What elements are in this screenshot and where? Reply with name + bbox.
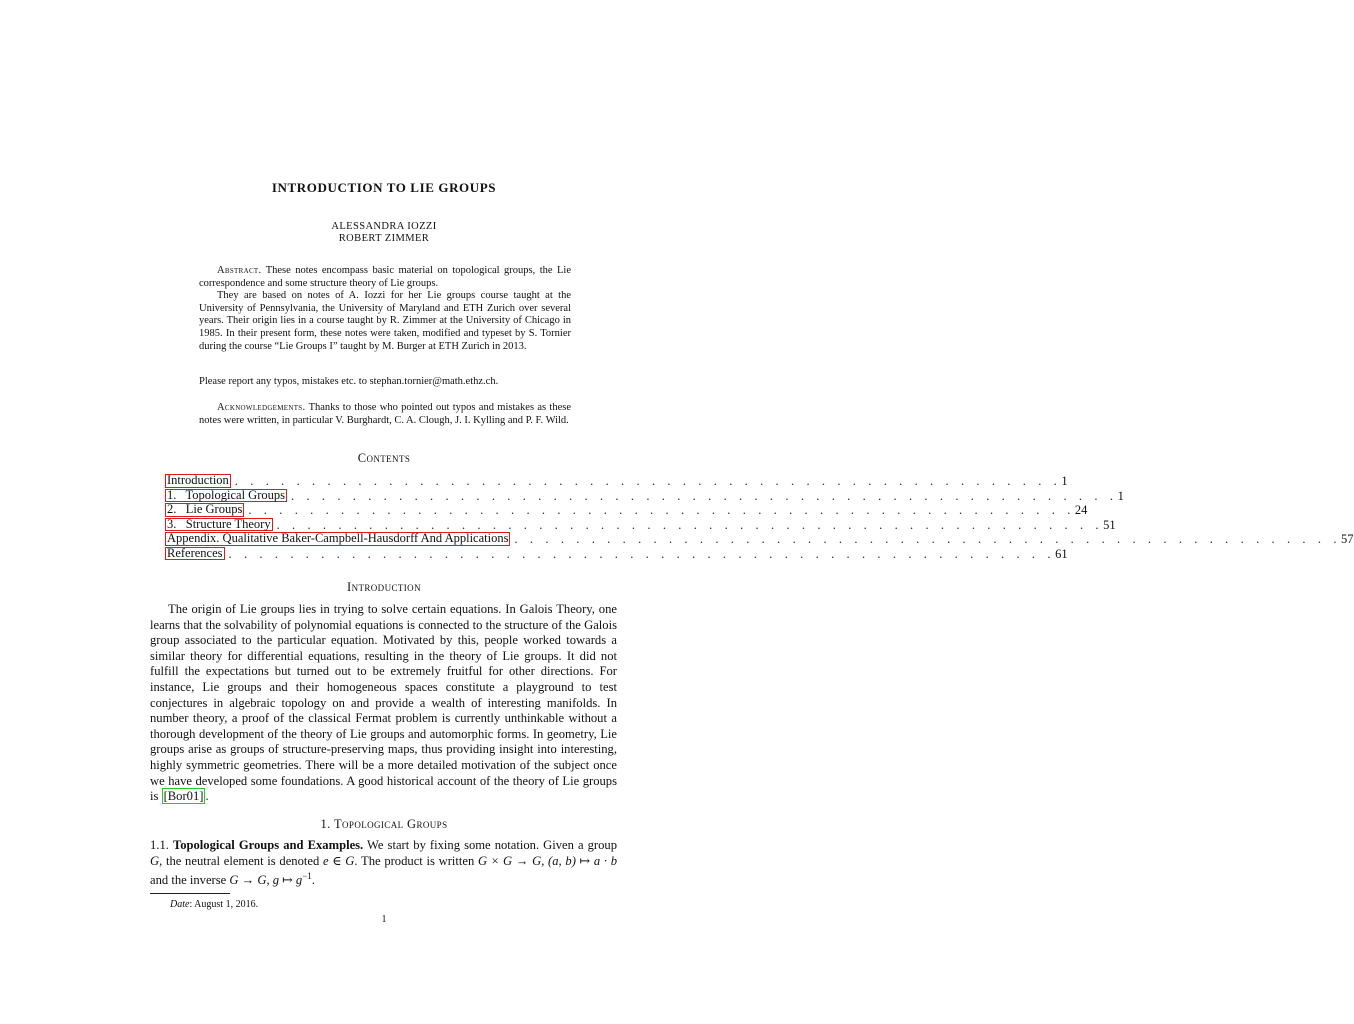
toc-leader: . . . . . . . . . . . . . . . . . . . . . . . . . . . . . . . . . . . . . . . . . . . . . . . . . . . . . . <box>228 546 1056 561</box>
toc-entry-structure-theory[interactable] <box>166 516 1116 532</box>
abstract-label: Abstract. <box>217 265 262 276</box>
typos-note: Please report any typos, mistakes etc. to stephan.tornier@math.ethz.ch. <box>199 376 499 387</box>
contents-heading: Contents <box>357 451 411 465</box>
acknowledgements: Acknowledgements. Thanks to those who pointed out typos and mistakes as these notes were written, in particular V. Burghardt, C. A. Clough, J. I. Kylling and P. F. Wild. <box>199 402 572 426</box>
introduction-heading: Introduction <box>347 580 421 594</box>
toc-entry-topological-groups[interactable] <box>166 487 1124 503</box>
toc-entry-appendix[interactable] <box>166 531 1354 546</box>
subsection-title: Topological Groups and Examples. <box>172 838 364 852</box>
toc-page: 57 <box>1341 532 1354 546</box>
abstract-paragraph-1: Abstract. These notes encompass basic material on topological groups, the Lie correspondence and some structure theory of Lie groups. <box>199 265 572 289</box>
toc-entry-references[interactable] <box>166 545 1068 561</box>
toc-link[interactable]: References <box>167 545 223 560</box>
toc-leader: . . . . . . . . . . . . . . . . . . . . . . . . . . . . . . . . . . . . . . . . . . . . . . . . . . . . . . <box>234 474 1062 488</box>
toc-link[interactable]: 3. Structure Theory <box>167 516 271 531</box>
abstract <box>199 265 571 353</box>
footnote-rule <box>150 893 230 894</box>
abstract-paragraph-2: They are based on notes of A. Iozzi for her Lie groups course taught at the University of Pennsylvania, the University of Maryland and ETH Zurich over several years. Their origin lies in a course taught by R. Zimmer at the University of Chicago in 1985. In their present form, these notes were taken, modified and typeset by S. Tornier during the course “Lie Groups I” taught by M. Burger at ETH Zurich in 2013. <box>199 290 571 352</box>
toc-page: 1 <box>1117 488 1124 503</box>
toc-link[interactable]: Introduction <box>167 473 229 488</box>
author-1: ALESSANDRA IOZZI <box>331 221 437 232</box>
section-1-heading: 1. Topological Groups <box>320 817 448 831</box>
toc-link[interactable]: 2. Lie Groups <box>167 502 243 517</box>
acknowledgements-label: Acknowledgements. <box>217 402 306 413</box>
toc-page: 24 <box>1074 503 1088 517</box>
subsection-1-1-paragraph: 1.1. Topological Groups and Examples. We start by fixing some notation. Given a group G, the neutral element is denoted e ∈ G. The product is written G × G → G, (a, b) ↦ a · b and the inverse G → G, g ↦ $g^{-1}$. <box>150 838 618 888</box>
date-footnote: Date: August 1, 2016. <box>170 899 259 910</box>
page-number: 1 <box>381 914 387 925</box>
toc-link[interactable]: Appendix. Qualitative Baker-Campbell-Hausdorff And Applications <box>167 531 509 546</box>
toc-entry-lie-groups[interactable] <box>166 502 1088 517</box>
toc-leader: . . . . . . . . . . . . . . . . . . . . . . . . . . . . . . . . . . . . . . . . . . . . . . . . . . . . . . <box>276 517 1104 532</box>
toc-link[interactable]: 1. Topological Groups <box>167 487 285 502</box>
introduction-paragraph: The origin of Lie groups lies in trying to solve certain equations. In Galois Theory, one learns that the solvability of polynomial equations is connected to the structure of the Galois group associated to the particular equation. Motivated by this, people worked towards a similar theory for differential equations, resulting in the theory of Lie groups. It did not fulfill the expectations but turned out to be extremely fruitful for other directions. For instance, Lie groups and their homogeneous spaces constitute a playground to test conjectures in algebraic topology on and provide a wealth of interesting manifolds. In number theory, a proof of the classical Fermat problem is currently unthinkable without a thorough development of the theory of Lie groups and automorphic forms. In geometry, Lie groups arise as groups of structure-preserving maps, thus providing insight into interesting, highly symmetric geometries. There will be a more detailed motivation of the subject once we have developed some foundations. A good historical account of the theory of Lie groups is [Bor01] . <box>150 602 617 804</box>
toc-leader: . . . . . . . . . . . . . . . . . . . . . . . . . . . . . . . . . . . . . . . . . . . . . . . . . . . . . . <box>248 503 1075 517</box>
toc-entry-introduction[interactable] <box>166 473 1068 488</box>
paper-title: INTRODUCTION TO LIE GROUPS <box>271 180 497 195</box>
toc-page: 51 <box>1103 517 1116 532</box>
author-2: ROBERT ZIMMER <box>338 233 430 244</box>
toc-page: 1 <box>1061 474 1068 488</box>
subsection-number: 1.1. <box>150 838 169 852</box>
toc-leader: . . . . . . . . . . . . . . . . . . . . . . . . . . . . . . . . . . . . . . . . . . . . . . . . . . . . . . <box>514 532 1342 546</box>
citation-link-bor01[interactable]: [Bor01] <box>163 789 204 804</box>
toc-page: 61 <box>1055 546 1068 561</box>
toc-leader: . . . . . . . . . . . . . . . . . . . . . . . . . . . . . . . . . . . . . . . . . . . . . . . . . . . . . . <box>290 488 1118 503</box>
